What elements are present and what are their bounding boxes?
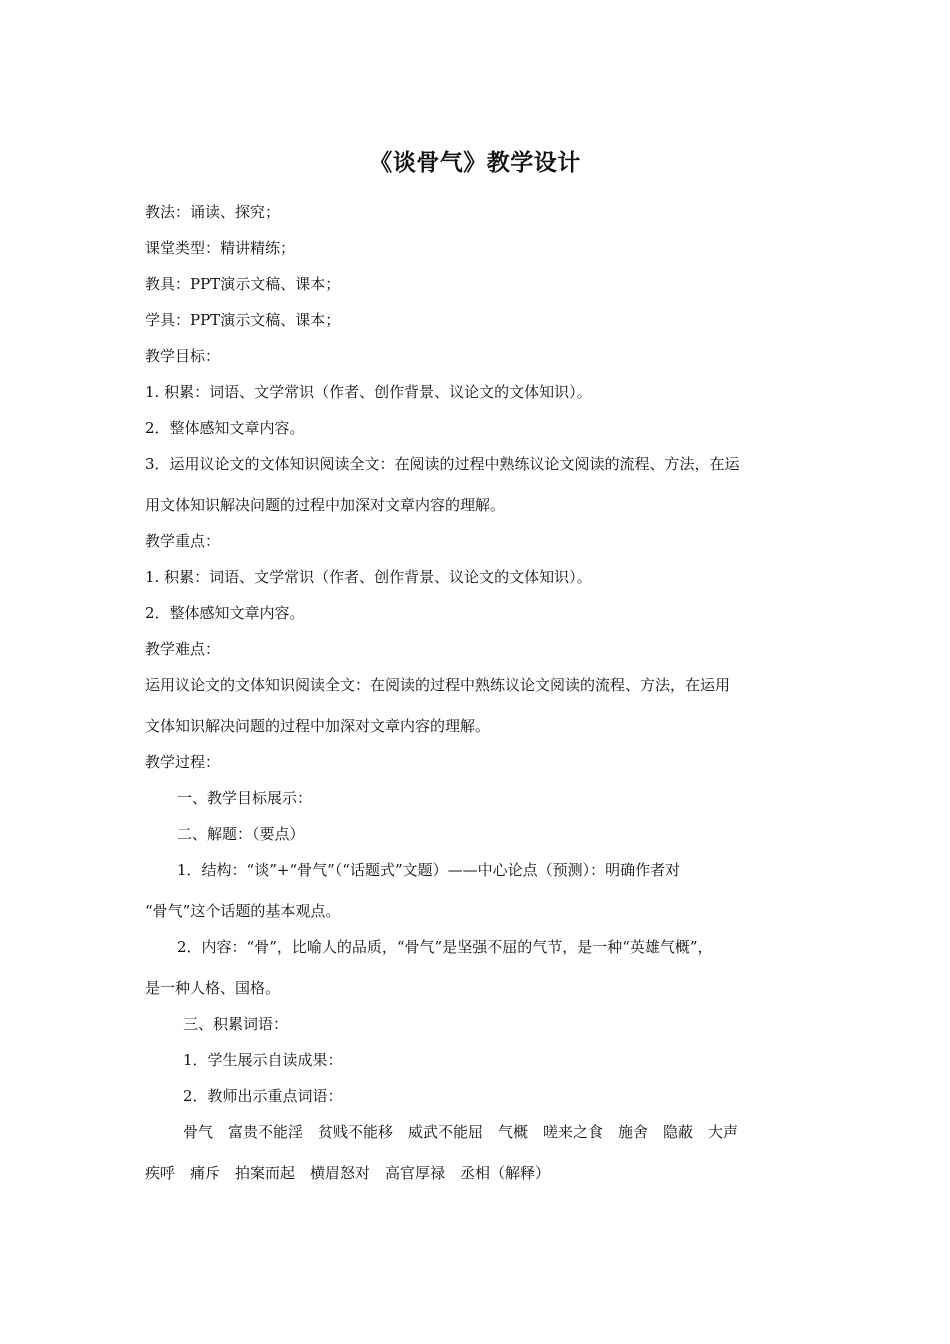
- objectives-heading: 教学目标：: [145, 347, 221, 365]
- key-point-item: 1. 积累：词语、文学常识（作者、创作背景、议论文的文体知识）。: [145, 568, 592, 586]
- page-title: 《谈骨气》教学设计: [369, 150, 581, 176]
- objective-item: 3．运用议论文的文体知识阅读全文：在阅读的过程中熟练议论文阅读的流程、方法，在运: [145, 455, 740, 473]
- process-substep: 1．结构：“谈”+“骨气”（“话题式”文题）——中心论点（预测）：明确作者对: [177, 861, 681, 879]
- teaching-method: 教法：诵读、探究；: [145, 203, 281, 221]
- key-point-item: 2．整体感知文章内容。: [145, 604, 305, 622]
- process-substep-continued: 是一种人格、国格。: [145, 979, 281, 997]
- vocabulary-list: 骨气 富贵不能淫 贫贱不能移 威武不能屈 气概 嗟来之食 施舍 隐蔽 大声: [183, 1123, 739, 1141]
- teaching-tools: 教具：PPT演示文稿、课本；: [145, 275, 341, 293]
- objective-item-continued: 用文体知识解决问题的过程中加深对文章内容的理解。: [145, 496, 506, 514]
- process-step: 二、解题：（要点）: [177, 825, 305, 843]
- objective-item: 2．整体感知文章内容。: [145, 419, 305, 437]
- learning-tools: 学具：PPT演示文稿、课本；: [145, 311, 341, 329]
- difficulties-heading: 教学难点：: [145, 640, 221, 658]
- process-step: 一、教学目标展示：: [177, 789, 313, 807]
- process-step: 三、积累词语：: [183, 1015, 289, 1033]
- process-substep: 2．内容：“骨”，比喻人的品质，“骨气”是坚强不屈的气节，是一种“英雄气概”，: [177, 938, 713, 956]
- process-substep: 2．教师出示重点词语：: [183, 1087, 343, 1105]
- difficulty-item-continued: 文体知识解决问题的过程中加深对文章内容的理解。: [145, 717, 491, 735]
- process-substep: 1．学生展示自读成果：: [183, 1051, 343, 1069]
- key-points-heading: 教学重点：: [145, 532, 221, 550]
- vocabulary-list-continued: 疾呼 痛斥 拍案而起 横眉怒对 高官厚禄 丞相（解释）: [145, 1164, 551, 1182]
- process-substep-continued: “骨气”这个话题的基本观点。: [145, 902, 341, 920]
- difficulty-item: 运用议论文的文体知识阅读全文：在阅读的过程中熟练议论文阅读的流程、方法，在运用: [145, 676, 731, 694]
- objective-item: 1. 积累：词语、文学常识（作者、创作背景、议论文的文体知识）。: [145, 383, 592, 401]
- class-type: 课堂类型：精讲精练；: [145, 239, 296, 257]
- process-heading: 教学过程：: [145, 753, 221, 771]
